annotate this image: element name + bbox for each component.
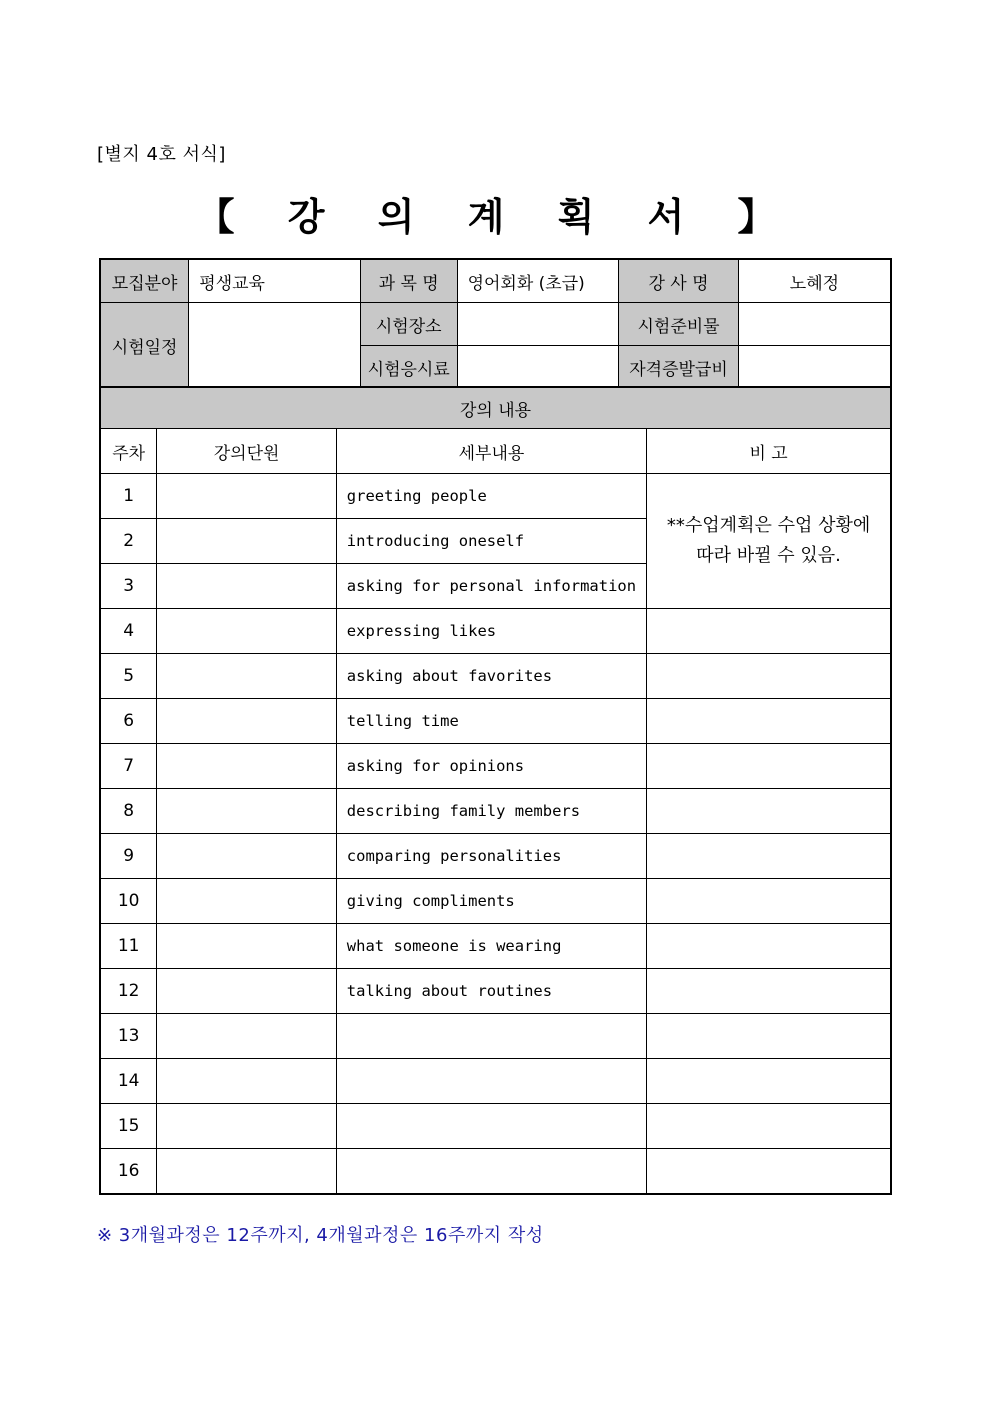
field-value[interactable]: 평생교육 bbox=[189, 259, 361, 303]
remarks-cell[interactable] bbox=[647, 879, 891, 924]
remarks-cell[interactable] bbox=[647, 699, 891, 744]
subject-value[interactable]: 영어회화 (초급) bbox=[457, 259, 619, 303]
week-number: 16 bbox=[100, 1149, 157, 1195]
unit-cell[interactable] bbox=[157, 1014, 336, 1059]
exam-fee-label: 시험응시료 bbox=[360, 346, 457, 390]
remarks-cell[interactable] bbox=[647, 1104, 891, 1149]
detail-cell[interactable]: what someone is wearing bbox=[336, 924, 646, 969]
unit-cell[interactable] bbox=[157, 1059, 336, 1104]
detail-cell[interactable]: asking for personal information bbox=[336, 564, 646, 609]
table-row bbox=[100, 1059, 891, 1104]
week-number: 15 bbox=[100, 1104, 157, 1149]
course-info-table bbox=[99, 258, 892, 390]
remarks-cell[interactable] bbox=[647, 924, 891, 969]
week-number: 4 bbox=[100, 609, 157, 654]
week-number: 12 bbox=[100, 969, 157, 1014]
detail-cell[interactable]: asking about favorites bbox=[336, 654, 646, 699]
footnote: ※ 3개월과정은 12주까지, 4개월과정은 16주까지 작성 bbox=[97, 1225, 544, 1246]
week-number: 11 bbox=[100, 924, 157, 969]
remarks-cell[interactable] bbox=[647, 1149, 891, 1195]
week-number: 5 bbox=[100, 654, 157, 699]
week-number: 2 bbox=[100, 519, 157, 564]
instructor-label: 강 사 명 bbox=[619, 259, 739, 303]
table-row bbox=[100, 609, 891, 654]
remarks-cell[interactable] bbox=[647, 654, 891, 699]
remarks-cell[interactable] bbox=[647, 1014, 891, 1059]
exam-schedule-label: 시험일정 bbox=[100, 303, 189, 390]
unit-cell[interactable] bbox=[157, 969, 336, 1014]
detail-cell[interactable] bbox=[336, 1104, 646, 1149]
table-row bbox=[100, 654, 891, 699]
detail-cell[interactable]: expressing likes bbox=[336, 609, 646, 654]
unit-cell[interactable] bbox=[157, 1104, 336, 1149]
detail-cell[interactable] bbox=[336, 1059, 646, 1104]
remarks-cell[interactable] bbox=[647, 744, 891, 789]
exam-place-value[interactable] bbox=[457, 303, 619, 346]
section-title: 강의 내용 bbox=[100, 387, 891, 429]
remarks-cell[interactable] bbox=[647, 969, 891, 1014]
remarks-note: **수업계획은 수업 상황에 따라 바뀔 수 있음. bbox=[647, 474, 891, 609]
table-row bbox=[100, 1104, 891, 1149]
detail-cell[interactable] bbox=[336, 1014, 646, 1059]
unit-cell[interactable] bbox=[157, 564, 336, 609]
week-number: 13 bbox=[100, 1014, 157, 1059]
unit-cell[interactable] bbox=[157, 654, 336, 699]
cert-fee-label: 자격증발급비 bbox=[619, 346, 739, 390]
header-detail: 세부내용 bbox=[336, 429, 646, 474]
remarks-cell[interactable] bbox=[647, 609, 891, 654]
exam-place-label: 시험장소 bbox=[360, 303, 457, 346]
unit-cell[interactable] bbox=[157, 879, 336, 924]
week-number: 7 bbox=[100, 744, 157, 789]
remarks-cell[interactable] bbox=[647, 789, 891, 834]
header-remarks: 비 고 bbox=[647, 429, 891, 474]
form-number-label: [별지 4호 서식] bbox=[97, 144, 226, 165]
week-number: 8 bbox=[100, 789, 157, 834]
table-row bbox=[100, 834, 891, 879]
unit-cell[interactable] bbox=[157, 1149, 336, 1195]
unit-cell[interactable] bbox=[157, 519, 336, 564]
unit-cell[interactable] bbox=[157, 699, 336, 744]
detail-cell[interactable]: comparing personalities bbox=[336, 834, 646, 879]
unit-cell[interactable] bbox=[157, 834, 336, 879]
detail-cell[interactable]: giving compliments bbox=[336, 879, 646, 924]
table-row bbox=[100, 699, 891, 744]
detail-cell[interactable]: talking about routines bbox=[336, 969, 646, 1014]
unit-cell[interactable] bbox=[157, 474, 336, 519]
detail-cell[interactable]: greeting people bbox=[336, 474, 646, 519]
table-row bbox=[100, 1149, 891, 1195]
header-week: 주차 bbox=[100, 429, 157, 474]
exam-fee-value[interactable] bbox=[457, 346, 619, 390]
table-row bbox=[100, 789, 891, 834]
remarks-cell[interactable] bbox=[647, 1059, 891, 1104]
detail-cell[interactable]: introducing oneself bbox=[336, 519, 646, 564]
subject-label: 과 목 명 bbox=[360, 259, 457, 303]
exam-supplies-label: 시험준비물 bbox=[619, 303, 739, 346]
table-row bbox=[100, 1014, 891, 1059]
unit-cell[interactable] bbox=[157, 924, 336, 969]
header-unit: 강의단원 bbox=[157, 429, 336, 474]
table-row bbox=[100, 474, 891, 519]
document-title: 【 강 의 계 획 서 】 bbox=[196, 195, 796, 239]
remarks-cell[interactable] bbox=[647, 834, 891, 879]
table-row bbox=[100, 924, 891, 969]
table-row bbox=[100, 744, 891, 789]
week-number: 14 bbox=[100, 1059, 157, 1104]
cert-fee-value[interactable] bbox=[738, 346, 891, 390]
exam-schedule-value[interactable] bbox=[189, 303, 361, 390]
week-number: 1 bbox=[100, 474, 157, 519]
week-number: 6 bbox=[100, 699, 157, 744]
field-label: 모집분야 bbox=[100, 259, 189, 303]
unit-cell[interactable] bbox=[157, 744, 336, 789]
detail-cell[interactable]: describing family members bbox=[336, 789, 646, 834]
exam-supplies-value[interactable] bbox=[738, 303, 891, 346]
detail-cell[interactable]: asking for opinions bbox=[336, 744, 646, 789]
instructor-value[interactable]: 노혜정 bbox=[738, 259, 891, 303]
unit-cell[interactable] bbox=[157, 789, 336, 834]
week-number: 3 bbox=[100, 564, 157, 609]
week-number: 10 bbox=[100, 879, 157, 924]
detail-cell[interactable] bbox=[336, 1149, 646, 1195]
week-number: 9 bbox=[100, 834, 157, 879]
table-row bbox=[100, 969, 891, 1014]
table-row bbox=[100, 879, 891, 924]
unit-cell[interactable] bbox=[157, 609, 336, 654]
detail-cell[interactable]: telling time bbox=[336, 699, 646, 744]
lecture-plan-table bbox=[99, 386, 892, 1195]
